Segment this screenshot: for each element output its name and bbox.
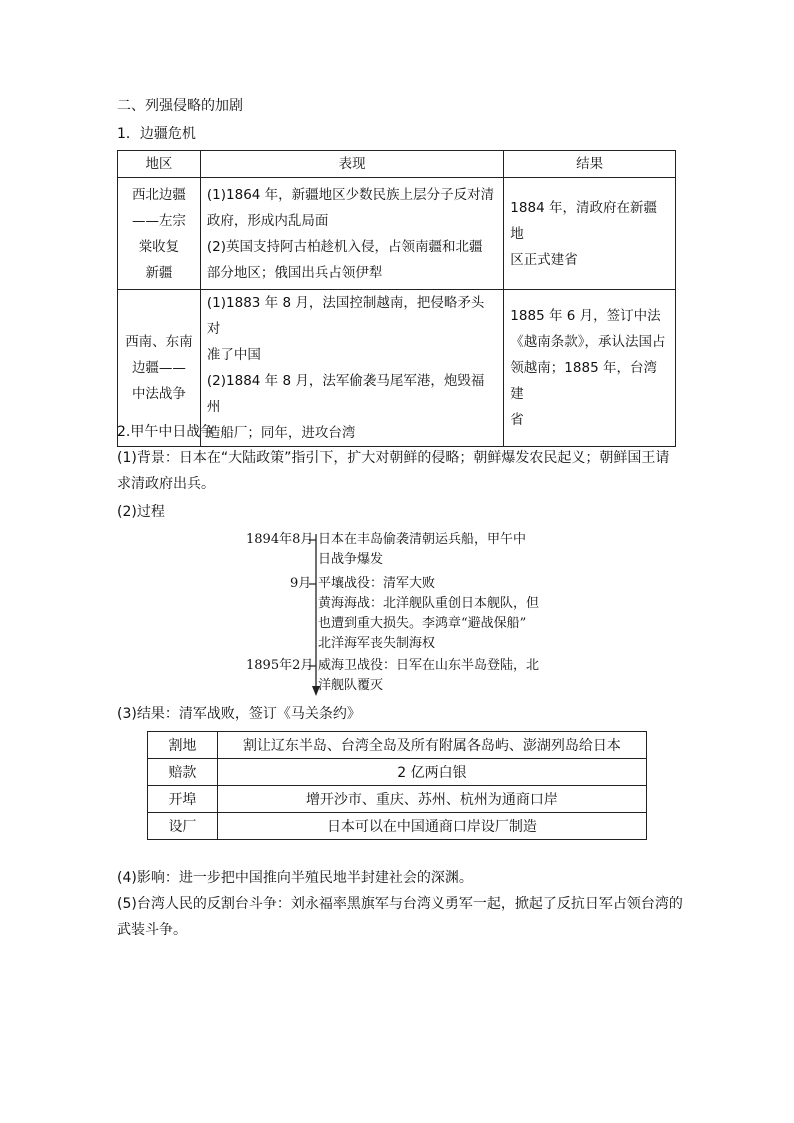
table-row	[148, 759, 647, 786]
result-line: 《越南条款》，承认法国占	[510, 334, 666, 350]
treaty-key: 开埠	[148, 786, 218, 813]
region-line: 新疆	[145, 264, 173, 281]
region-line: 西南、东南	[125, 334, 193, 350]
perf-line: 部分地区；俄国出兵占领伊犁	[206, 264, 383, 281]
perf-line: (2)英国支持阿古柏趁机入侵，占领南疆和北疆	[206, 238, 483, 255]
perf-line: 造船厂；同年，进攻台湾	[206, 425, 356, 441]
timeline-date: 1895年2月	[246, 658, 314, 673]
perf-line: (2)1884 年 8 月，法军偷袭马尾军港，炮毁福州	[206, 373, 485, 415]
treaty-table	[147, 731, 647, 840]
region-line: 中法战争	[131, 386, 186, 402]
treaty-key: 设厂	[148, 813, 218, 840]
header-result: 结果	[504, 151, 676, 178]
section-title: 二、列强侵略的加剧	[117, 98, 243, 114]
timeline-event: 洋舰队覆灭	[318, 678, 384, 693]
sub1-title: 1．边疆危机	[117, 126, 196, 142]
region-line: 棠收复	[138, 238, 180, 255]
sub2-title: 2.甲午中日战争	[117, 424, 215, 440]
process-title: (2)过程	[117, 504, 165, 520]
header-region: 地区	[118, 151, 201, 178]
table-row	[148, 786, 647, 813]
timeline-date: 9月	[290, 576, 312, 591]
result-line: 省	[510, 412, 524, 428]
perf-line: 政府，形成内乱局面	[206, 212, 329, 229]
timeline-event: 北洋海军丧失制海权	[318, 636, 436, 651]
timeline-event: 黄海海战：北洋舰队重创日本舰队，但	[318, 596, 540, 611]
region-line: 西北边疆	[131, 186, 186, 203]
perf-line: (1)1864 年，新疆地区少数民族上层分子反对清	[206, 186, 495, 203]
timeline-event: 威海卫战役：日军在山东半岛登陆，北	[318, 658, 540, 673]
impact-line: (4)影响：进一步把中国推向半殖民地半封建社会的深渊。	[117, 870, 473, 886]
treaty-key: 赔款	[148, 759, 218, 786]
table-row	[148, 813, 647, 840]
timeline-event: 日本在丰岛偷袭清朝运兵船，甲午中	[318, 532, 527, 547]
result-line: 1885 年 6 月，签订中法	[510, 308, 661, 324]
treaty-value: 增开沙市、重庆、苏州、杭州为通商口岸	[217, 786, 646, 813]
taiwan-line: (5)台湾人民的反割台斗争：刘永福率黑旗军与台湾义勇军一起，掀起了反抗日军占领台湾的	[117, 896, 683, 912]
treaty-value: 2 亿两白银	[217, 759, 646, 786]
background-line: (1)背景：日本在“大陆政策”指引下，扩大对朝鲜的侵略；朝鲜爆发农民起义；朝鲜国王请	[117, 450, 670, 466]
result-line: 领越南；1885 年，台湾建	[510, 360, 657, 402]
treaty-value: 日本可以在中国通商口岸设厂制造	[217, 813, 646, 840]
timeline-event: 日战争爆发	[318, 552, 384, 567]
perf-line: (1)1883 年 8 月，法国控制越南，把侵略矛头对	[206, 295, 485, 337]
timeline-event: 也遭到重大损失。李鸿章“避战保船”	[318, 616, 527, 631]
treaty-value: 割让辽东半岛、台湾全岛及所有附属各岛屿、澎湖列岛给日本	[217, 732, 646, 759]
table-row	[148, 732, 647, 759]
region-line: ——左宗	[131, 212, 186, 229]
taiwan-line: 武装斗争。	[117, 922, 187, 938]
timeline-date: 1894年8月	[246, 532, 314, 547]
header-performance: 表现	[200, 151, 503, 178]
region-line: 边疆——	[131, 360, 186, 376]
treaty-key: 割地	[148, 732, 218, 759]
result-title: (3)结果：清军战败，签订《马关条约》	[117, 706, 361, 722]
perf-line: 准了中国	[206, 347, 261, 363]
result-line: 1884 年，清政府在新疆地	[510, 199, 657, 242]
background-line: 求清政府出兵。	[117, 476, 215, 492]
timeline-event: 平壤战役：清军大败	[318, 576, 436, 591]
result-line: 区正式建省	[510, 251, 578, 268]
